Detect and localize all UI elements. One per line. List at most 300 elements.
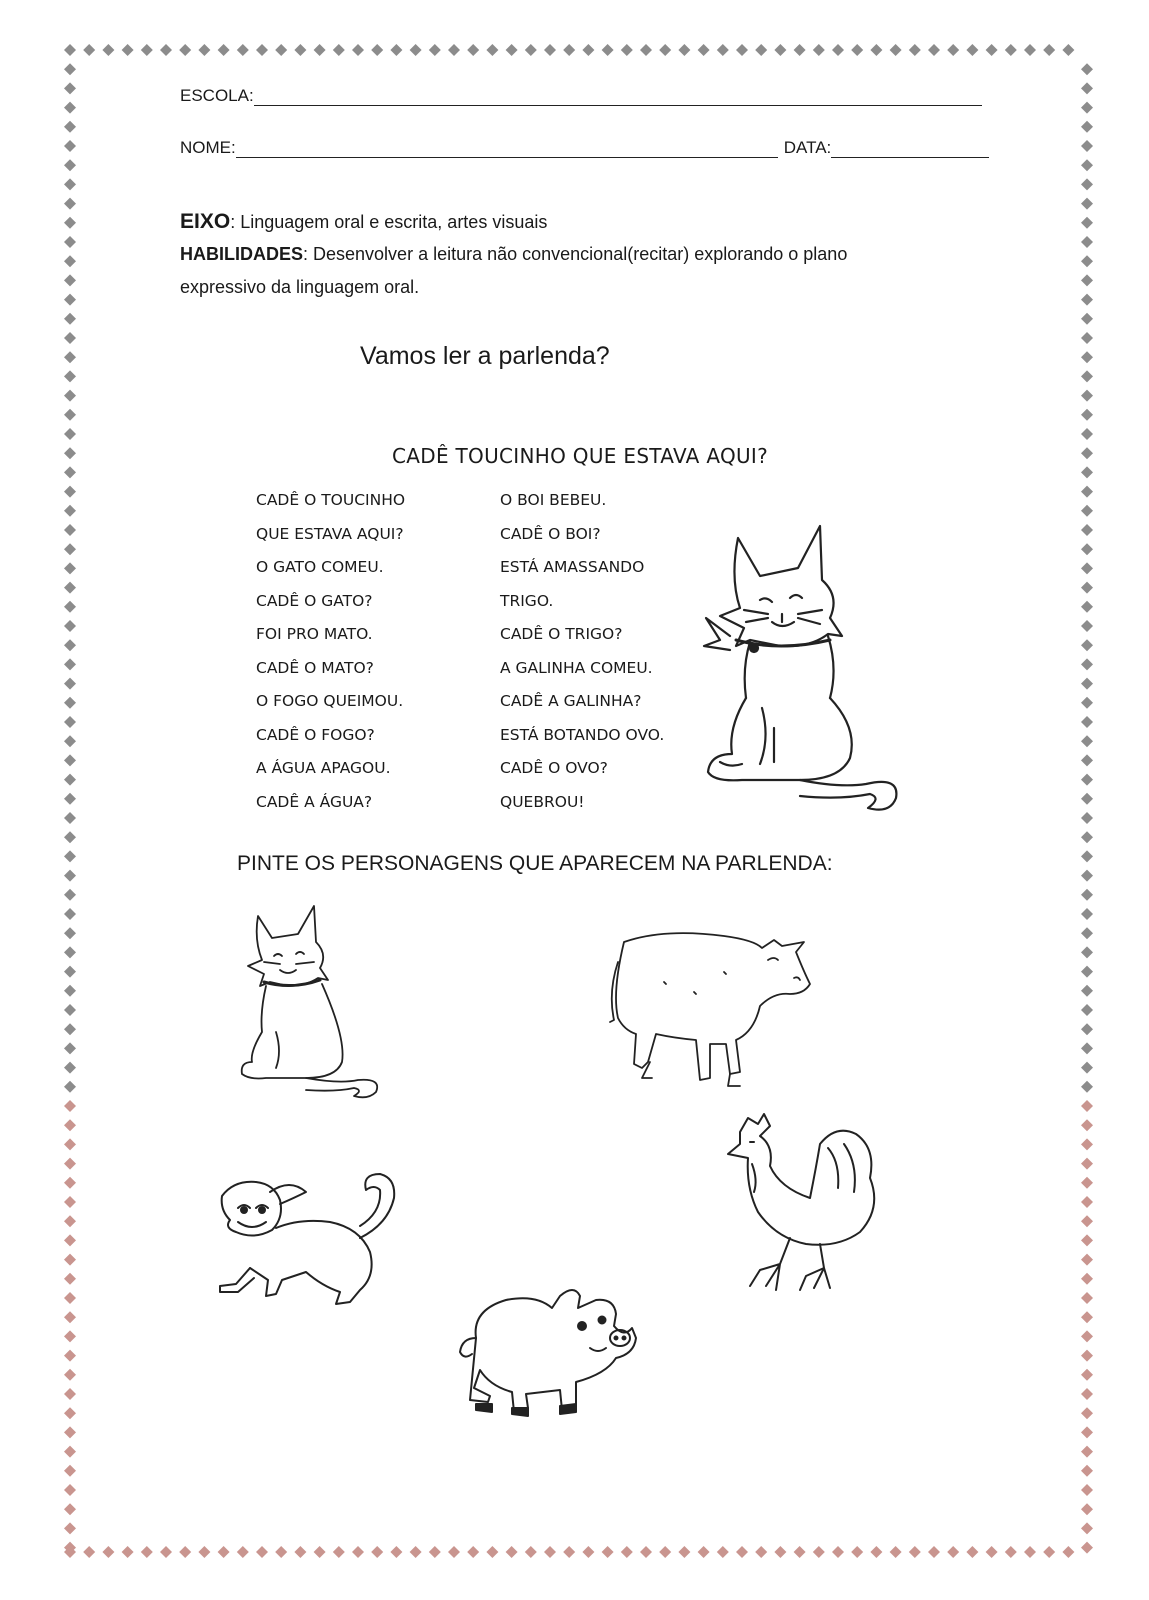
border-diamond (64, 1330, 76, 1342)
border-diamond (294, 44, 306, 56)
cow-illustration (604, 922, 824, 1102)
border-diamond (544, 1546, 556, 1558)
border-diamond (1081, 140, 1093, 152)
border-diamond (64, 1119, 76, 1131)
border-diamond (525, 1546, 537, 1558)
habilidades-line (180, 238, 847, 270)
border-diamond (410, 1546, 422, 1558)
border-diamond (602, 1546, 614, 1558)
border-diamond (1081, 754, 1093, 766)
border-diamond (64, 486, 76, 498)
border-diamond (1081, 1465, 1093, 1477)
poem-line: TRIGO. (500, 591, 554, 610)
poem-line: O FOGO QUEIMOU. (256, 692, 404, 710)
border-diamond (64, 831, 76, 843)
border-diamond (621, 1546, 633, 1558)
border-diamond (717, 44, 729, 56)
border-diamond (64, 1100, 76, 1112)
border-diamond (947, 44, 959, 56)
border-diamond (794, 44, 806, 56)
border-diamond (1081, 562, 1093, 574)
border-diamond (64, 1484, 76, 1496)
border-diamond (64, 639, 76, 651)
border-diamond (1081, 1350, 1093, 1362)
border-diamond (1081, 774, 1093, 786)
border-diamond (986, 1546, 998, 1558)
poem-line: CADÊ O FOGO? (256, 725, 375, 744)
border-diamond (64, 255, 76, 267)
border-diamond (64, 1023, 76, 1035)
border-diamond (909, 44, 921, 56)
poem-line: CADÊ O TOUCINHO (256, 491, 406, 509)
border-diamond (1081, 1542, 1093, 1554)
border-diamond (1081, 1042, 1093, 1054)
border-diamond (1081, 697, 1093, 709)
poem-column-2 (500, 484, 664, 819)
border-diamond (64, 1138, 76, 1150)
border-diamond (1081, 1311, 1093, 1323)
border-diamond (64, 236, 76, 248)
border-diamond (1081, 1100, 1093, 1112)
border-diamond (64, 697, 76, 709)
hen-illustration (720, 1108, 890, 1298)
border-diamond (1081, 1446, 1093, 1458)
border-diamond (141, 44, 153, 56)
border-diamond (64, 1062, 76, 1074)
border-diamond (736, 44, 748, 56)
border-diamond (275, 1546, 287, 1558)
border-diamond (698, 1546, 710, 1558)
border-diamond (218, 1546, 230, 1558)
border-diamond (1024, 44, 1036, 56)
poem-line: ESTÁ BOTANDO OVO. (500, 725, 665, 744)
border-diamond (122, 44, 134, 56)
border-diamond (1081, 1119, 1093, 1131)
border-diamond (1081, 1004, 1093, 1016)
border-diamond (64, 1004, 76, 1016)
border-diamond (1081, 255, 1093, 267)
poem-line: QUEBROU! (500, 792, 585, 811)
border-diamond (1081, 1273, 1093, 1285)
border-diamond (1081, 1484, 1093, 1496)
border-diamond (755, 1546, 767, 1558)
border-diamond (1081, 428, 1093, 440)
border-diamond (870, 44, 882, 56)
border-diamond (890, 1546, 902, 1558)
border-diamond (64, 44, 76, 56)
border-diamond (64, 812, 76, 824)
border-diamond (1081, 678, 1093, 690)
cat-small-illustration (236, 902, 396, 1102)
poem-line: CADÊ A ÁGUA? (256, 792, 373, 811)
eixo-line (180, 206, 547, 238)
border-diamond (506, 44, 518, 56)
border-diamond (717, 1546, 729, 1558)
border-diamond (64, 1426, 76, 1438)
border-diamond (582, 44, 594, 56)
border-diamond (1081, 1234, 1093, 1246)
border-diamond (64, 658, 76, 670)
border-diamond (1081, 447, 1093, 459)
border-diamond (64, 985, 76, 997)
border-diamond (851, 44, 863, 56)
border-diamond (64, 582, 76, 594)
border-diamond (429, 44, 441, 56)
border-diamond (1081, 1407, 1093, 1419)
poem-column-1 (256, 484, 405, 819)
border-diamond (64, 351, 76, 363)
border-diamond (1043, 44, 1055, 56)
border-diamond (486, 1546, 498, 1558)
eixo-text: : Linguagem oral e escrita, artes visuais (230, 212, 548, 232)
border-diamond (352, 44, 364, 56)
data-field[interactable] (831, 140, 989, 158)
border-diamond (1081, 716, 1093, 728)
border-diamond (83, 1546, 95, 1558)
border-diamond (813, 44, 825, 56)
border-diamond (64, 140, 76, 152)
border-diamond (1081, 1177, 1093, 1189)
border-diamond (64, 294, 76, 306)
border-diamond (1081, 486, 1093, 498)
border-diamond (1081, 274, 1093, 286)
border-diamond (1081, 1254, 1093, 1266)
border-diamond (448, 1546, 460, 1558)
border-diamond (755, 44, 767, 56)
habilidades-text: : Desenvolver a leitura não convencional(recitar) explorando o plano (303, 244, 848, 264)
border-diamond (947, 1546, 959, 1558)
border-diamond (1081, 985, 1093, 997)
border-diamond (1081, 831, 1093, 843)
border-diamond (64, 313, 76, 325)
border-diamond (64, 332, 76, 344)
border-diamond (1081, 390, 1093, 402)
border-diamond (256, 44, 268, 56)
border-diamond (390, 44, 402, 56)
border-diamond (1081, 543, 1093, 555)
border-diamond (64, 198, 76, 210)
border-diamond (64, 946, 76, 958)
border-diamond (64, 1292, 76, 1304)
data-label: DATA: (783, 138, 832, 157)
border-diamond (64, 1081, 76, 1093)
poem-line: FOI PRO MATO. (256, 625, 373, 643)
border-diamond (467, 44, 479, 56)
border-diamond (64, 447, 76, 459)
nome-field[interactable] (236, 140, 778, 158)
border-diamond (64, 1273, 76, 1285)
nome-label: NOME: (180, 138, 236, 157)
border-diamond (1081, 1369, 1093, 1381)
border-diamond (64, 217, 76, 229)
border-diamond (64, 678, 76, 690)
border-diamond (198, 44, 210, 56)
border-diamond (333, 44, 345, 56)
border-diamond (390, 1546, 402, 1558)
border-diamond (1062, 44, 1074, 56)
border-diamond (64, 716, 76, 728)
habilidades-text-2: expressivo da linguagem oral. (180, 277, 420, 297)
border-diamond (506, 1546, 518, 1558)
border-diamond (64, 754, 76, 766)
border-diamond (371, 44, 383, 56)
border-diamond (448, 44, 460, 56)
border-diamond (198, 1546, 210, 1558)
habilidades-line-2 (180, 271, 419, 303)
border-diamond (1081, 1196, 1093, 1208)
border-diamond (1024, 1546, 1036, 1558)
border-diamond (736, 1546, 748, 1558)
border-diamond (1043, 1546, 1055, 1558)
border-diamond (256, 1546, 268, 1558)
border-diamond (352, 1546, 364, 1558)
border-diamond (64, 601, 76, 613)
escola-label: ESCOLA: (180, 86, 254, 105)
border-diamond (986, 44, 998, 56)
border-diamond (102, 44, 114, 56)
border-diamond (832, 44, 844, 56)
border-diamond (640, 1546, 652, 1558)
border-diamond (64, 1158, 76, 1170)
border-diamond (1081, 966, 1093, 978)
border-diamond (64, 1407, 76, 1419)
border-diamond (371, 1546, 383, 1558)
border-diamond (64, 1196, 76, 1208)
border-diamond (64, 178, 76, 190)
border-diamond (64, 1388, 76, 1400)
border-diamond (1081, 1426, 1093, 1438)
border-diamond (64, 1234, 76, 1246)
border-diamond (64, 1254, 76, 1266)
border-diamond (1081, 1158, 1093, 1170)
border-diamond (64, 1369, 76, 1381)
border-diamond (64, 1446, 76, 1458)
border-diamond (83, 44, 95, 56)
border-diamond (64, 1311, 76, 1323)
border-diamond (1081, 63, 1093, 75)
border-diamond (64, 121, 76, 133)
border-diamond (1081, 582, 1093, 594)
border-diamond (64, 562, 76, 574)
escola-row (180, 86, 982, 106)
border-diamond (813, 1546, 825, 1558)
border-diamond (1081, 1292, 1093, 1304)
border-diamond (64, 793, 76, 805)
border-diamond (1081, 102, 1093, 114)
border-diamond (160, 44, 172, 56)
border-diamond (218, 44, 230, 56)
border-diamond (1081, 927, 1093, 939)
border-diamond (1081, 1330, 1093, 1342)
border-diamond (179, 44, 191, 56)
border-diamond (1081, 198, 1093, 210)
border-diamond (64, 370, 76, 382)
border-diamond (1081, 121, 1093, 133)
border-diamond (429, 1546, 441, 1558)
poem-line: CADÊ O OVO? (500, 759, 608, 777)
poem-line: CADÊ O MATO? (256, 658, 374, 677)
border-diamond (1081, 294, 1093, 306)
border-diamond (467, 1546, 479, 1558)
border-diamond (544, 44, 556, 56)
border-diamond (563, 1546, 575, 1558)
border-diamond (602, 44, 614, 56)
border-diamond (141, 1546, 153, 1558)
poem-line: QUE ESTAVA AQUI? (256, 524, 404, 543)
border-diamond (774, 1546, 786, 1558)
border-diamond (1081, 1023, 1093, 1035)
poem-line: O BOI BEBEU. (500, 491, 607, 509)
border-diamond (314, 44, 326, 56)
border-diamond (1081, 1062, 1093, 1074)
border-diamond (832, 1546, 844, 1558)
border-diamond (64, 1350, 76, 1362)
border-diamond (294, 1546, 306, 1558)
border-diamond (678, 44, 690, 56)
monkey-illustration (210, 1168, 420, 1316)
border-diamond (1081, 1215, 1093, 1227)
border-diamond (64, 1177, 76, 1189)
border-diamond (909, 1546, 921, 1558)
border-diamond (1081, 217, 1093, 229)
border-diamond (1081, 332, 1093, 344)
border-diamond (659, 1546, 671, 1558)
border-diamond (1081, 908, 1093, 920)
border-diamond (64, 735, 76, 747)
border-diamond (102, 1546, 114, 1558)
border-diamond (1081, 1388, 1093, 1400)
border-diamond (64, 966, 76, 978)
border-diamond (64, 774, 76, 786)
pig-illustration (456, 1278, 646, 1428)
border-diamond (890, 44, 902, 56)
poem-line: CADÊ O BOI? (500, 524, 601, 543)
border-diamond (1081, 409, 1093, 421)
border-diamond (1081, 601, 1093, 613)
escola-field[interactable] (254, 88, 982, 106)
border-diamond (1081, 370, 1093, 382)
border-diamond (621, 44, 633, 56)
border-diamond (1081, 793, 1093, 805)
border-diamond (1081, 1522, 1093, 1534)
border-diamond (1081, 351, 1093, 363)
border-diamond (1081, 313, 1093, 325)
border-diamond (1081, 178, 1093, 190)
border-diamond (1081, 505, 1093, 517)
border-diamond (64, 524, 76, 536)
border-diamond (160, 1546, 172, 1558)
border-diamond (64, 850, 76, 862)
border-diamond (64, 159, 76, 171)
border-diamond (64, 1503, 76, 1515)
border-diamond (525, 44, 537, 56)
reading-prompt: Vamos ler a parlenda? (360, 342, 610, 370)
border-diamond (64, 1215, 76, 1227)
border-diamond (851, 1546, 863, 1558)
border-diamond (64, 1042, 76, 1054)
border-diamond (410, 44, 422, 56)
border-diamond (1081, 812, 1093, 824)
coloring-instruction: PINTE OS PERSONAGENS QUE APARECEM NA PARLENDA: (237, 852, 833, 875)
border-diamond (1062, 1546, 1074, 1558)
border-diamond (870, 1546, 882, 1558)
border-diamond (237, 44, 249, 56)
border-diamond (64, 82, 76, 94)
border-diamond (1081, 524, 1093, 536)
border-diamond (1081, 1503, 1093, 1515)
habilidades-label: HABILIDADES (180, 244, 304, 264)
border-diamond (1081, 1138, 1093, 1150)
border-diamond (64, 63, 76, 75)
border-diamond (64, 409, 76, 421)
border-diamond (1081, 889, 1093, 901)
poem-line: CADÊ A GALINHA? (500, 692, 642, 710)
nome-row (180, 138, 989, 158)
border-diamond (64, 543, 76, 555)
border-diamond (64, 870, 76, 882)
border-diamond (64, 1465, 76, 1477)
poem-line: A GALINHA COMEU. (500, 658, 653, 677)
border-diamond (1081, 1081, 1093, 1093)
border-diamond (64, 274, 76, 286)
poem-line: A ÁGUA APAGOU. (256, 759, 391, 777)
border-diamond (698, 44, 710, 56)
border-diamond (275, 44, 287, 56)
border-diamond (64, 505, 76, 517)
border-diamond (64, 908, 76, 920)
border-diamond (1081, 946, 1093, 958)
border-diamond (794, 1546, 806, 1558)
border-diamond (1081, 159, 1093, 171)
border-diamond (64, 1522, 76, 1534)
border-diamond (333, 1546, 345, 1558)
border-diamond (640, 44, 652, 56)
border-diamond (1081, 658, 1093, 670)
border-diamond (1081, 870, 1093, 882)
poem-line: O GATO COMEU. (256, 558, 384, 576)
border-diamond (1081, 466, 1093, 478)
border-diamond (1005, 1546, 1017, 1558)
border-diamond (582, 1546, 594, 1558)
border-diamond (678, 1546, 690, 1558)
poem-line: CADÊ O TRIGO? (500, 625, 623, 643)
border-diamond (659, 44, 671, 56)
border-diamond (1081, 82, 1093, 94)
border-diamond (1081, 850, 1093, 862)
border-diamond (64, 390, 76, 402)
border-diamond (966, 44, 978, 56)
border-diamond (314, 1546, 326, 1558)
cat-illustration (690, 518, 920, 818)
border-diamond (64, 428, 76, 440)
border-diamond (774, 44, 786, 56)
border-diamond (966, 1546, 978, 1558)
border-diamond (64, 102, 76, 114)
border-diamond (928, 44, 940, 56)
eixo-label: EIXO (180, 210, 231, 233)
border-diamond (1005, 44, 1017, 56)
poem-line: ESTÁ AMASSANDO (500, 558, 645, 576)
border-diamond (179, 1546, 191, 1558)
border-diamond (237, 1546, 249, 1558)
border-diamond (64, 927, 76, 939)
border-diamond (1081, 639, 1093, 651)
poem-line: CADÊ O GATO? (256, 591, 373, 610)
border-diamond (1081, 620, 1093, 632)
border-diamond (122, 1546, 134, 1558)
border-diamond (1081, 236, 1093, 248)
border-diamond (64, 889, 76, 901)
